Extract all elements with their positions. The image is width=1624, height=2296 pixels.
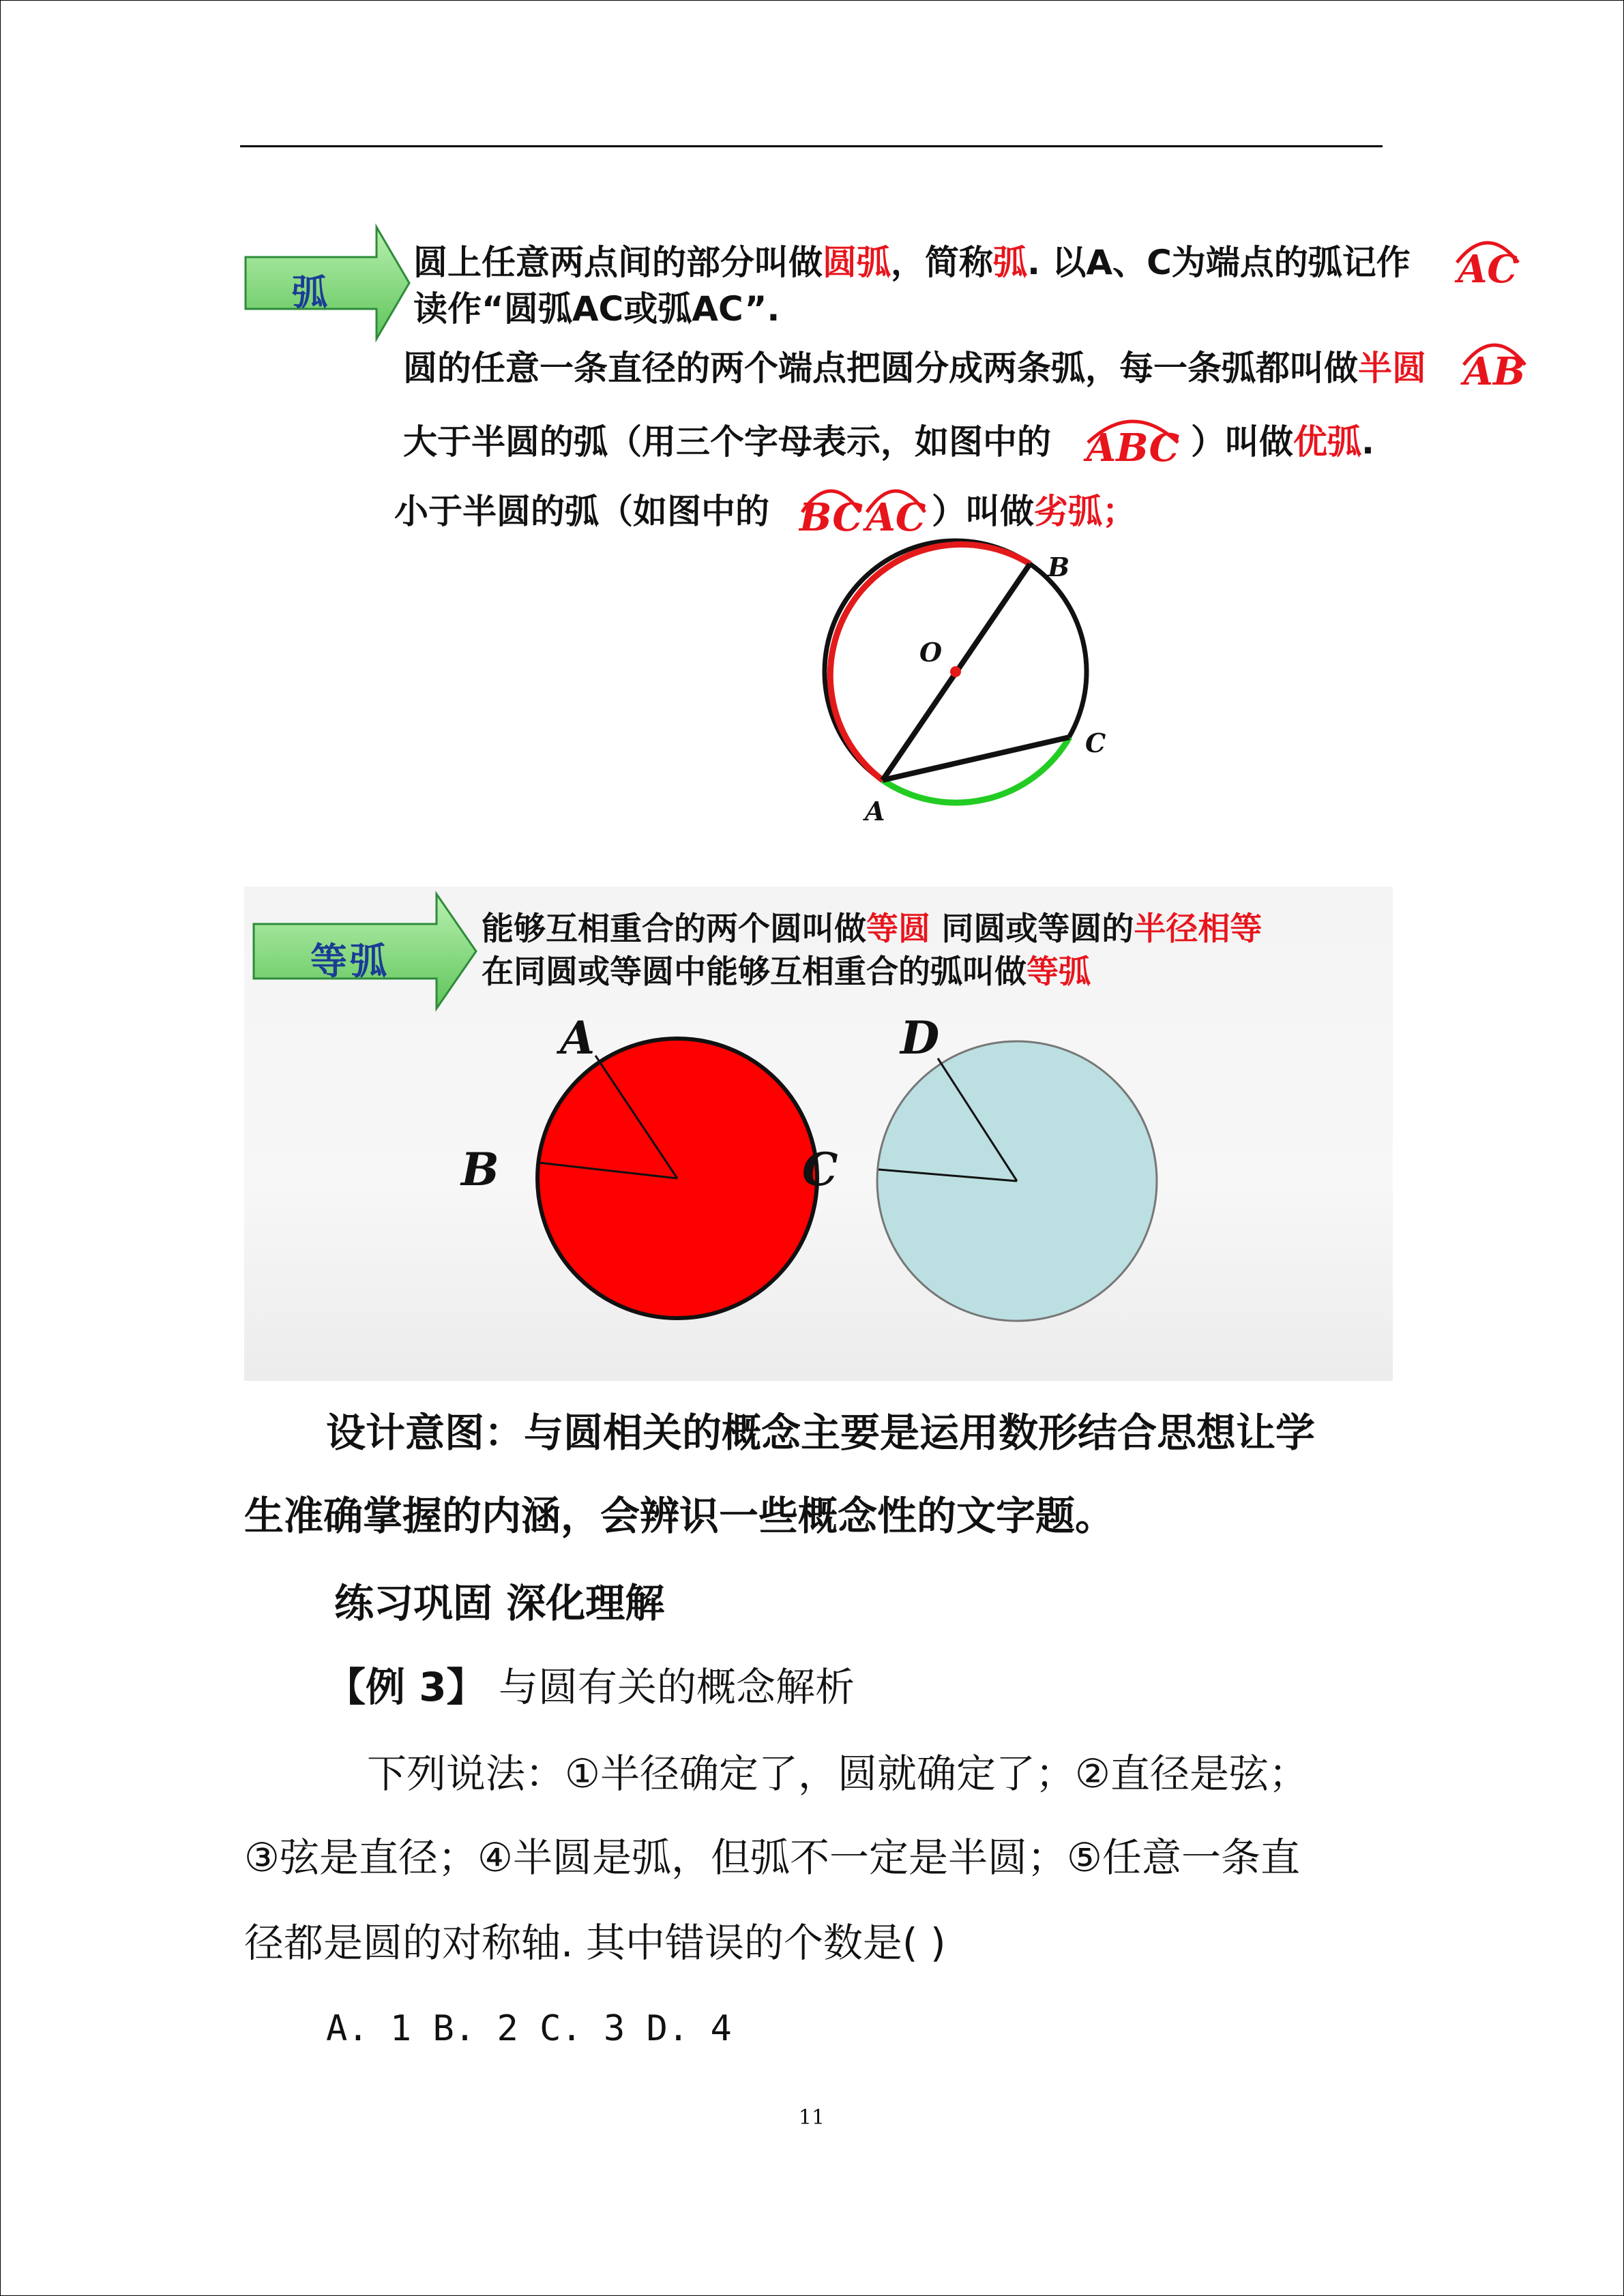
- arrow-tag-equal-arc-label: 等弧: [310, 940, 389, 983]
- center-point: [950, 666, 961, 677]
- equal-label-c: C: [802, 1143, 838, 1196]
- arc-notation-abc: ABC: [1078, 406, 1187, 467]
- equal-circle-definition-line: 能够互相重合的两个圆叫做等圆 同圆或等圆的半径相等: [482, 910, 1263, 948]
- answer-options: A. 1 B. 2 C. 3 D. 4: [326, 2008, 732, 2049]
- minor-arc-definition-line: 小于半圆的弧（如图中的: [394, 492, 769, 531]
- question-line-2: ③弦是直径；④半圆是弧，但弧不一定是半圆；⑤任意一条直: [244, 1834, 1300, 1881]
- label-b: B: [1048, 552, 1070, 582]
- arrow-tag-arc-label: 弧: [291, 273, 330, 314]
- slide-equal-arcs: [244, 886, 1393, 1381]
- arc-notation-ac: AC: [1443, 227, 1532, 288]
- minor-arc-definition-tail: ）叫做劣弧；: [932, 492, 1136, 531]
- arc-notation-bc: BC: [795, 475, 867, 537]
- equal-label-a: A: [560, 1011, 595, 1064]
- equal-label-b: B: [461, 1143, 499, 1196]
- circle-arc-diagram: [761, 535, 1143, 849]
- design-intent-line-2: 生准确掌握的内涵，会辨识一些概念性的文字题。: [244, 1493, 1115, 1539]
- arc-reading-line: 读作“圆弧AC或弧AC”.: [413, 289, 780, 329]
- slide-arc-definition: [243, 222, 1539, 849]
- equal-arc-definition-line: 在同圆或等圆中能够互相重合的弧叫做等弧: [482, 953, 1091, 991]
- label-c: C: [1085, 728, 1106, 758]
- arc-definition-line: 圆上任意两点间的部分叫做圆弧，简称弧. 以A、C为端点的弧记作: [413, 243, 1411, 282]
- label-a: A: [865, 796, 885, 826]
- header-rule: [240, 145, 1383, 147]
- arc-notation-ac-2: AC: [860, 475, 932, 537]
- page-number: 11: [798, 2106, 825, 2130]
- major-arc-definition-tail: ）叫做优弧.: [1191, 422, 1374, 462]
- equal-label-d: D: [900, 1011, 940, 1064]
- minor-arc-ac: [883, 737, 1069, 803]
- semicircle-definition-line: 圆的任意一条直径的两个端点把圆分成两条弧，每一条弧都叫做半圆: [403, 348, 1426, 388]
- question-line-3: 径都是圆的对称轴. 其中错误的个数是( ): [244, 1920, 946, 1966]
- arc-notation-ab: AB: [1450, 329, 1539, 391]
- major-arc-definition-line: 大于半圆的弧（用三个字母表示，如图中的: [403, 422, 1051, 462]
- label-o: O: [919, 637, 943, 668]
- question-line-1: 下列说法：①半径确定了，圆就确定了；②直径是弦；: [367, 1750, 1308, 1797]
- example-heading: 【例 3】 与圆有关的概念解析: [326, 1664, 855, 1710]
- design-intent-line-1: 设计意图：与圆相关的概念主要是运用数形结合思想让学: [326, 1410, 1316, 1456]
- section-title: 练习巩固 深化理解: [334, 1580, 665, 1626]
- equal-arcs-diagram: [244, 1002, 1393, 1381]
